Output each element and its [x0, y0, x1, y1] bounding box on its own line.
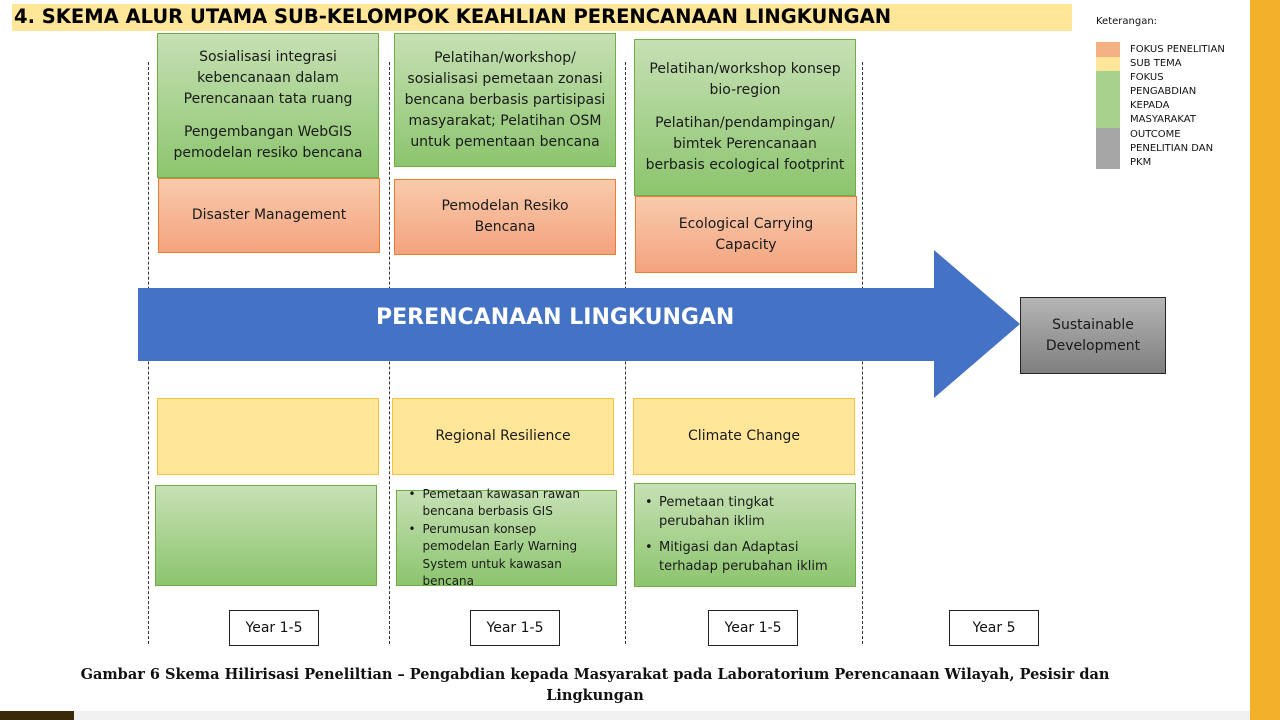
legend-swatch-pkm: [1096, 71, 1120, 128]
research-focus-box-1: [158, 178, 380, 253]
footer-accent: [0, 711, 74, 720]
year-text: Year 1-5: [724, 620, 782, 636]
outcome-label: Sustainable Development: [1045, 316, 1141, 354]
year-text: Year 1-5: [486, 620, 544, 636]
legend-label: FOKUS PENGABDIAN KEPADA MASYARAKAT: [1130, 72, 1197, 125]
legend-label: OUTCOME PENELITIAN DAN PKM: [1130, 129, 1214, 168]
arrow-label: PERENCANAAN LINGKUNGAN: [376, 305, 735, 330]
year-label-1: [229, 610, 319, 646]
research-focus-label: Pemodelan Resiko Bencana: [441, 198, 569, 235]
pkm-text: Sosialisasi integrasi kebencanaan dalam Perencanaan tata ruang: [183, 49, 353, 107]
legend-swatch-subtheme: [1096, 57, 1120, 71]
outcome-box-2: [396, 486, 617, 588]
pkm-text: Pengembangan WebGIS pemodelan resiko bencana: [173, 124, 363, 161]
pkm-text: Pelatihan/pendampingan/ bimtek Perencanaan berbasis ecological footprint: [645, 115, 845, 173]
year-label-2: [470, 610, 560, 646]
legend-swatch-outcome: [1096, 128, 1120, 169]
research-focus-box-3: [635, 196, 857, 273]
sustainable-development-box: [1020, 297, 1166, 374]
subtheme-box-2: [392, 398, 614, 475]
legend-title: Keterangan:: [1096, 16, 1158, 27]
legend-label: SUB TEMA: [1130, 58, 1182, 69]
outcome-item: • Pemetaan tingkat perubahan iklim: [645, 494, 845, 531]
subtheme-label: Regional Resilience: [435, 428, 571, 444]
footer-bar: [74, 711, 1250, 720]
year-label-3: [708, 610, 798, 646]
pkm-box-1: [157, 33, 379, 178]
pkm-box-2: [394, 33, 616, 167]
research-focus-box-2: [394, 179, 616, 255]
legend-swatch-research: [1096, 42, 1120, 57]
outcome-item: • Perumusan konsep pemodelan Early Warning System untuk kawasan bencana: [409, 521, 605, 591]
outcome-item: • Mitigasi dan Adaptasi terhadap perubahan iklim: [645, 539, 845, 576]
page-title: 4. SKEMA ALUR UTAMA SUB-KELOMPOK KEAHLIAN PERENCANAAN LINGKUNGAN: [14, 5, 892, 28]
pkm-box-3: [634, 39, 856, 196]
outcome-item: • Pemetaan kawasan rawan bencana berbasis GIS: [409, 486, 605, 521]
pkm-text: Pelatihan/workshop konsep bio-region: [649, 61, 841, 98]
figure-caption: Gambar 6 Skema Hilirisasi Peneliltian – Pengabdian kepada Masyarakat pada Laboratorium Perencanaan Wilayah, Pesisir dan Lingkungan: [80, 666, 1110, 704]
outcome-list: [645, 494, 845, 576]
year-label-final: [949, 610, 1039, 646]
outcome-box-1: [155, 485, 377, 586]
pkm-text: Pelatihan/workshop/ sosialisasi pemetaan zonasi bencana berbasis partisipasi masyarakat; Pelatihan OSM untuk pementaan bencana: [404, 49, 606, 150]
subtheme-box-1: [157, 398, 379, 475]
year-text: Year 1-5: [245, 620, 303, 636]
research-focus-label: Disaster Management: [191, 207, 347, 223]
outcome-box-3: [634, 483, 856, 587]
slide-accent-strip: [1250, 0, 1280, 720]
legend-label: FOKUS PENELITIAN: [1130, 44, 1225, 55]
outcome-list: [409, 486, 605, 591]
subtheme-box-3: [633, 398, 855, 475]
year-text: Year 5: [972, 620, 1016, 636]
research-focus-label: Ecological Carrying Capacity: [678, 215, 814, 253]
subtheme-label: Climate Change: [688, 428, 800, 444]
